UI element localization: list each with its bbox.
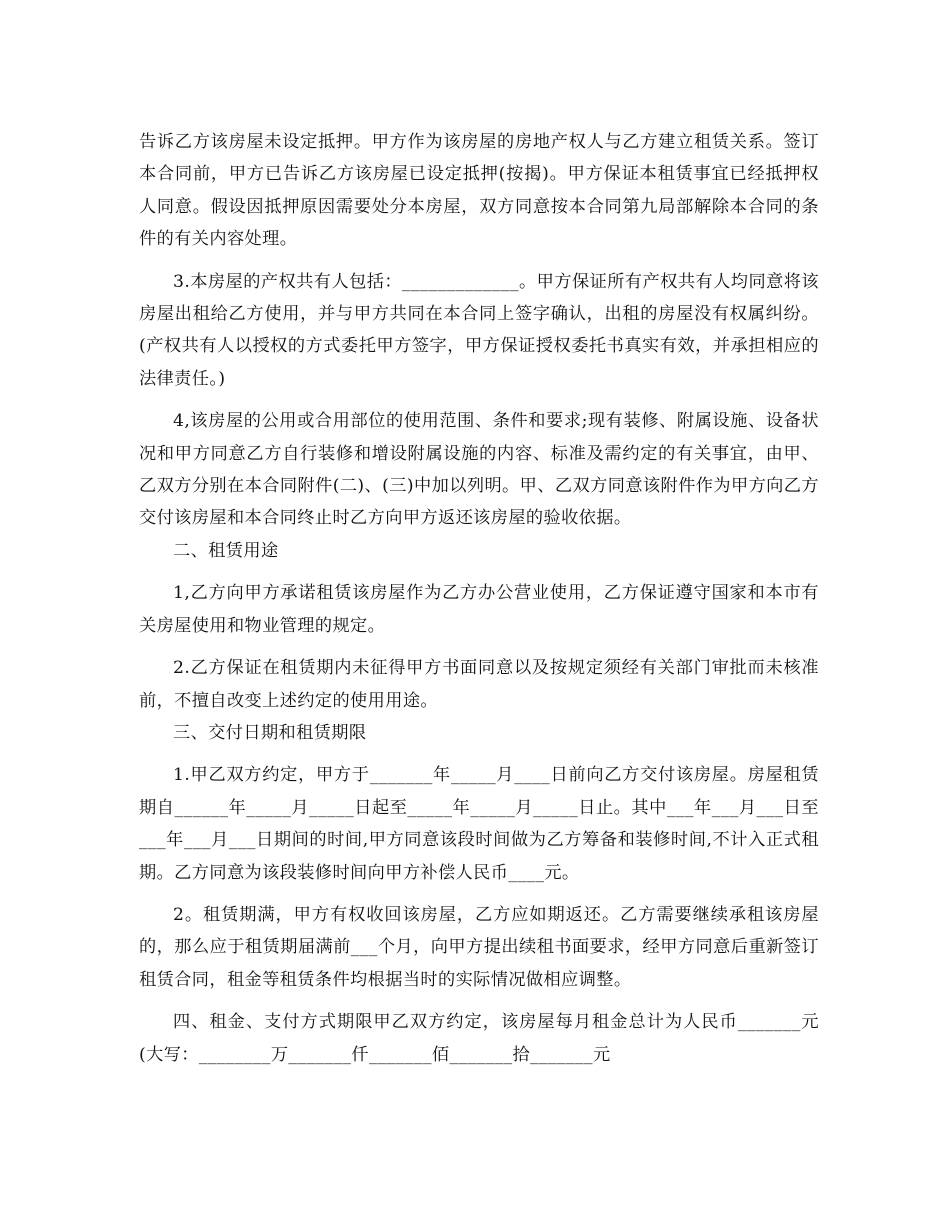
document-body [139, 126, 819, 1071]
paragraph-term-1: 1.甲乙双方约定，甲方于_______年_____月____日前向乙方交付该房屋。房屋租赁期自______年_____月_____日起至_____年_____月_____日止。其中___年___月___日至___年___月___日期间的时间,甲方同意该段时间做为乙方筹备和装修时间,不计入正式租期。乙方同意为该段装修时间向甲方补偿人民币____元。 [139, 765, 819, 883]
paragraph-usage-1: 1,乙方向甲方承诺租赁该房屋作为乙方办公营业使用，乙方保证遵守国家和本市有关房屋使用和物业管理的规定。 [139, 583, 819, 636]
paragraph-term-2: 2。租赁期满，甲方有权收回该房屋，乙方应如期返还。乙方需要继续承租该房屋的，那么应于租赁期届满前___个月，向甲方提出续租书面要求，经甲方同意后重新签订租赁合同，租金等租赁条件均根据当时的实际情况做相应调整。 [139, 904, 819, 990]
paragraph-mortgage: 告诉乙方该房屋未设定抵押。甲方作为该房屋的房地产权人与乙方建立租赁关系。签订本合同前，甲方已告诉乙方该房屋已设定抵押(按揭)。甲方保证本租赁事宜已经抵押权人同意。假设因抵押原因需要处分本房屋，双方同意按本合同第九局部解除本合同的条件的有关内容处理。 [139, 132, 819, 250]
paragraph-common-areas: 4,该房屋的公用或合用部位的使用范围、条件和要求;现有装修、附属设施、设备状况和甲方同意乙方自行装修和增设附属设施的内容、标准及需约定的有关事宜，由甲、乙双方分别在本合同附件(二)、(三)中加以列明。甲、乙双方同意该附件作为甲方向乙方交付该房屋和本合同终止时乙方向甲方返还该房屋的验收依据。 [139, 411, 819, 529]
section-heading-term: 三、交付日期和租赁期限 [173, 722, 367, 743]
section-heading-usage: 二、租赁用途 [173, 540, 279, 561]
paragraph-co-owners: 3.本房屋的产权共有人包括：_____________。甲方保证所有产权共有人均同意将该房屋出租给乙方使用，并与甲方共同在本合同上签字确认，出租的房屋没有权属纠纷。(产权共有人以授权的方式委托甲方签字，甲方保证授权委托书真实有效，并承担相应的法律责任。) [139, 271, 819, 389]
paragraph-usage-2: 2.乙方保证在租赁期内未征得甲方书面同意以及按规定须经有关部门审批而未核准前，不擅自改变上述约定的使用用途。 [139, 658, 819, 711]
paragraph-rent: 四、租金、支付方式期限甲乙双方约定，该房屋每月租金总计为人民币_______元(大写：________万_______仟_______佰_______拾_______元 [139, 1012, 819, 1065]
